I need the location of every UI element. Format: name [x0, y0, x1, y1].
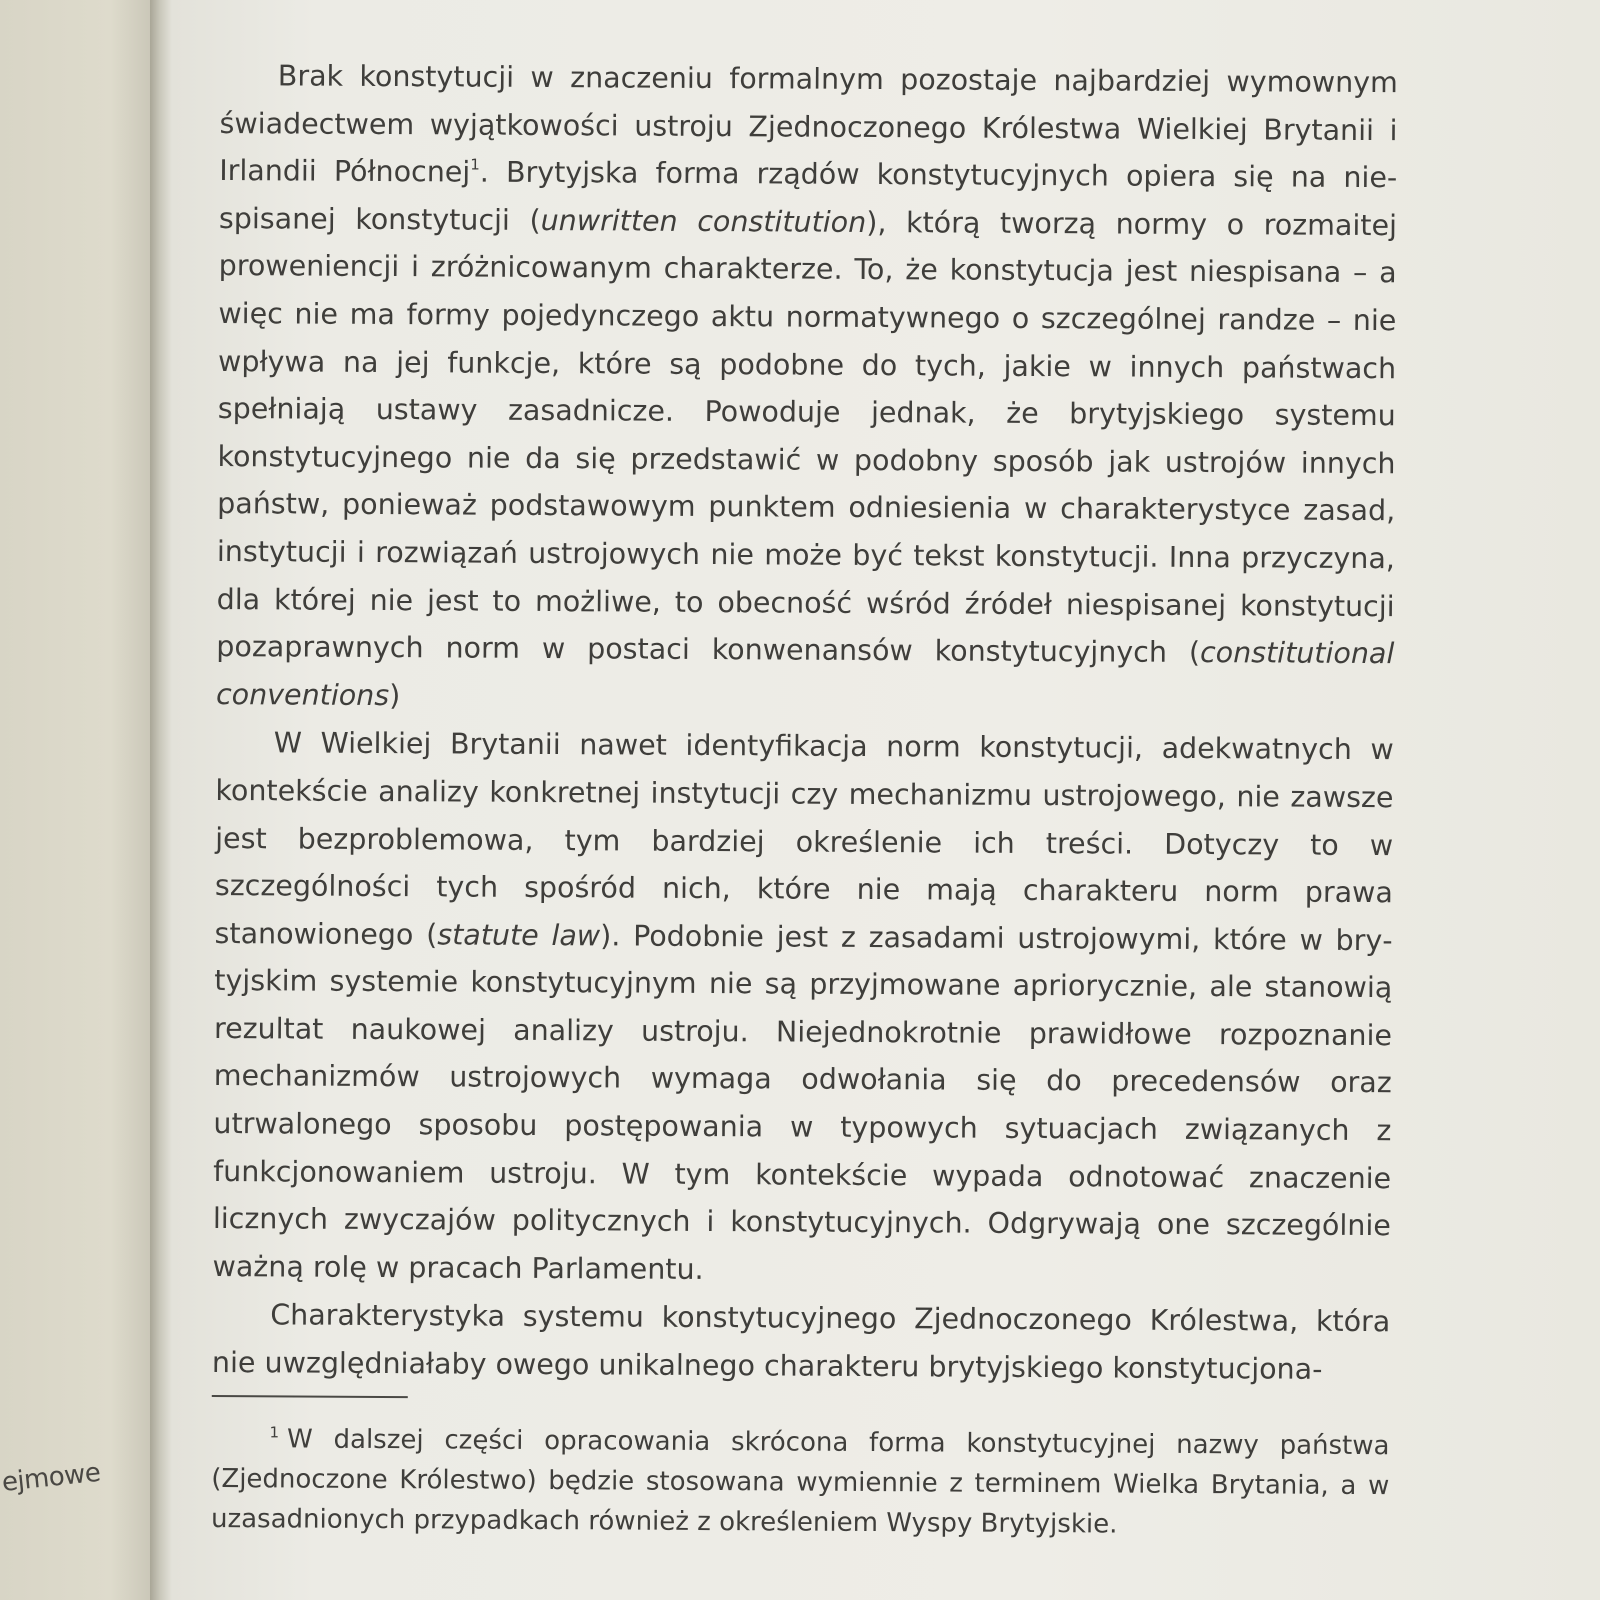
book-gutter	[150, 0, 172, 1600]
footnote-separator	[212, 1395, 408, 1398]
paragraph	[212, 1291, 1391, 1393]
footnote-reference: 1	[470, 155, 480, 174]
footnote-text: W dalszej części opracowania skrócona forma konstytucyjnej nazwy państwa (Zjednoczone Królestwo) będzie stosowana wymiennie z terminem Wielka Brytania, a w uzasadnionych przypadkach również z określeniem Wyspy Brytyjskie.	[210, 1424, 1390, 1540]
text-run: ). Podobnie jest z zasadami ustrojowymi, które w brytyjskim systemie konstytucyjnym nie są przyjmowane apriorycznie, ale stanowią rezultat naukowej analizy ustroju. Niejednokrotnie prawidłowe rozpoznanie mechanizmów ustrojowych wymaga odwołania się do precedensów oraz utrwalonego sposobu postępowania w typowych sytuacjach związanych z funkcjonowaniem ustroju. W tym kontekście wypada odnotować znaczenie licznych zwyczajów politycznych i konstytucyjnych. Odgrywają one szczególnie ważną rolę w pracach Parlamentu.	[212, 919, 1393, 1286]
footnote-marker: 1	[269, 1422, 280, 1442]
italic-term: statute law	[437, 918, 601, 953]
text-run: Charakterystyka systemu konstytucyjnego Zjednoczonego Królestwa, która nie uwzględniałaby owego unikalnego charakteru brytyjskiego konstytucjona-	[211, 1298, 1391, 1386]
left-page-text-fragment: ejmowe	[0, 1457, 102, 1498]
text-run: )	[389, 678, 401, 712]
text-run: . Brytyjska forma rządów konstytucyjnych opiera się na niespisanej konstytucji (	[218, 155, 1398, 237]
paragraph	[216, 52, 1398, 725]
text-run: ), którą tworzą normy o rozmaitej proweniencji i zróżnicowanym charakterze. To, że konstytucja jest niespisana – a więc nie ma formy pojedynczego aktu normatywnego o szczególnej randze – nie wpływa na jej funkcje, które są podobne do tych, jakie w innych państwach spełniają ustawy zasadnicze. Powoduje jednak, że brytyjskiego systemu konstytucyjnego nie da się przedstawić w podobny sposób jak ustrojów innych państw, ponieważ podstawowym punktem odniesienia w charakterystyce zasad, instytucji i rozwiązań ustrojowych nie może być tekst konstytucji. Inna przyczyna, dla której nie jest to możliwe, to obecność wśród źródeł niespisanej konstytucji pozaprawnych norm w postaci konwenansów konstytucyjnych (	[216, 205, 1398, 670]
main-text-block	[211, 52, 1398, 1546]
text-run: W Wielkiej Brytanii nawet identyfikacja norm konstytucji, adekwatnych w kontekście analizy konkretnej instytucji czy mechanizmu ustrojowego, nie zawsze jest bezproblemowa, tym bardziej określenie ich treści. Dotyczy to w szczególności tych spośród nich, które nie mają charakteru norm prawa stanowionego (	[214, 726, 1394, 952]
italic-term: constitutional conventions	[215, 636, 1395, 712]
paragraph	[212, 719, 1393, 1297]
footnote	[211, 1419, 1390, 1546]
text-run: Brak konstytucji w znaczeniu formalnym pozostaje najbardziej wymownym świadectwem wyjątkowości ustroju Zjednoczonego Królestwa Wielkiej Brytanii i Irlandii Północnej	[219, 59, 1398, 189]
italic-term: unwritten constitution	[540, 203, 867, 239]
body-paragraphs	[212, 52, 1398, 1394]
left-page	[0, 0, 158, 1600]
